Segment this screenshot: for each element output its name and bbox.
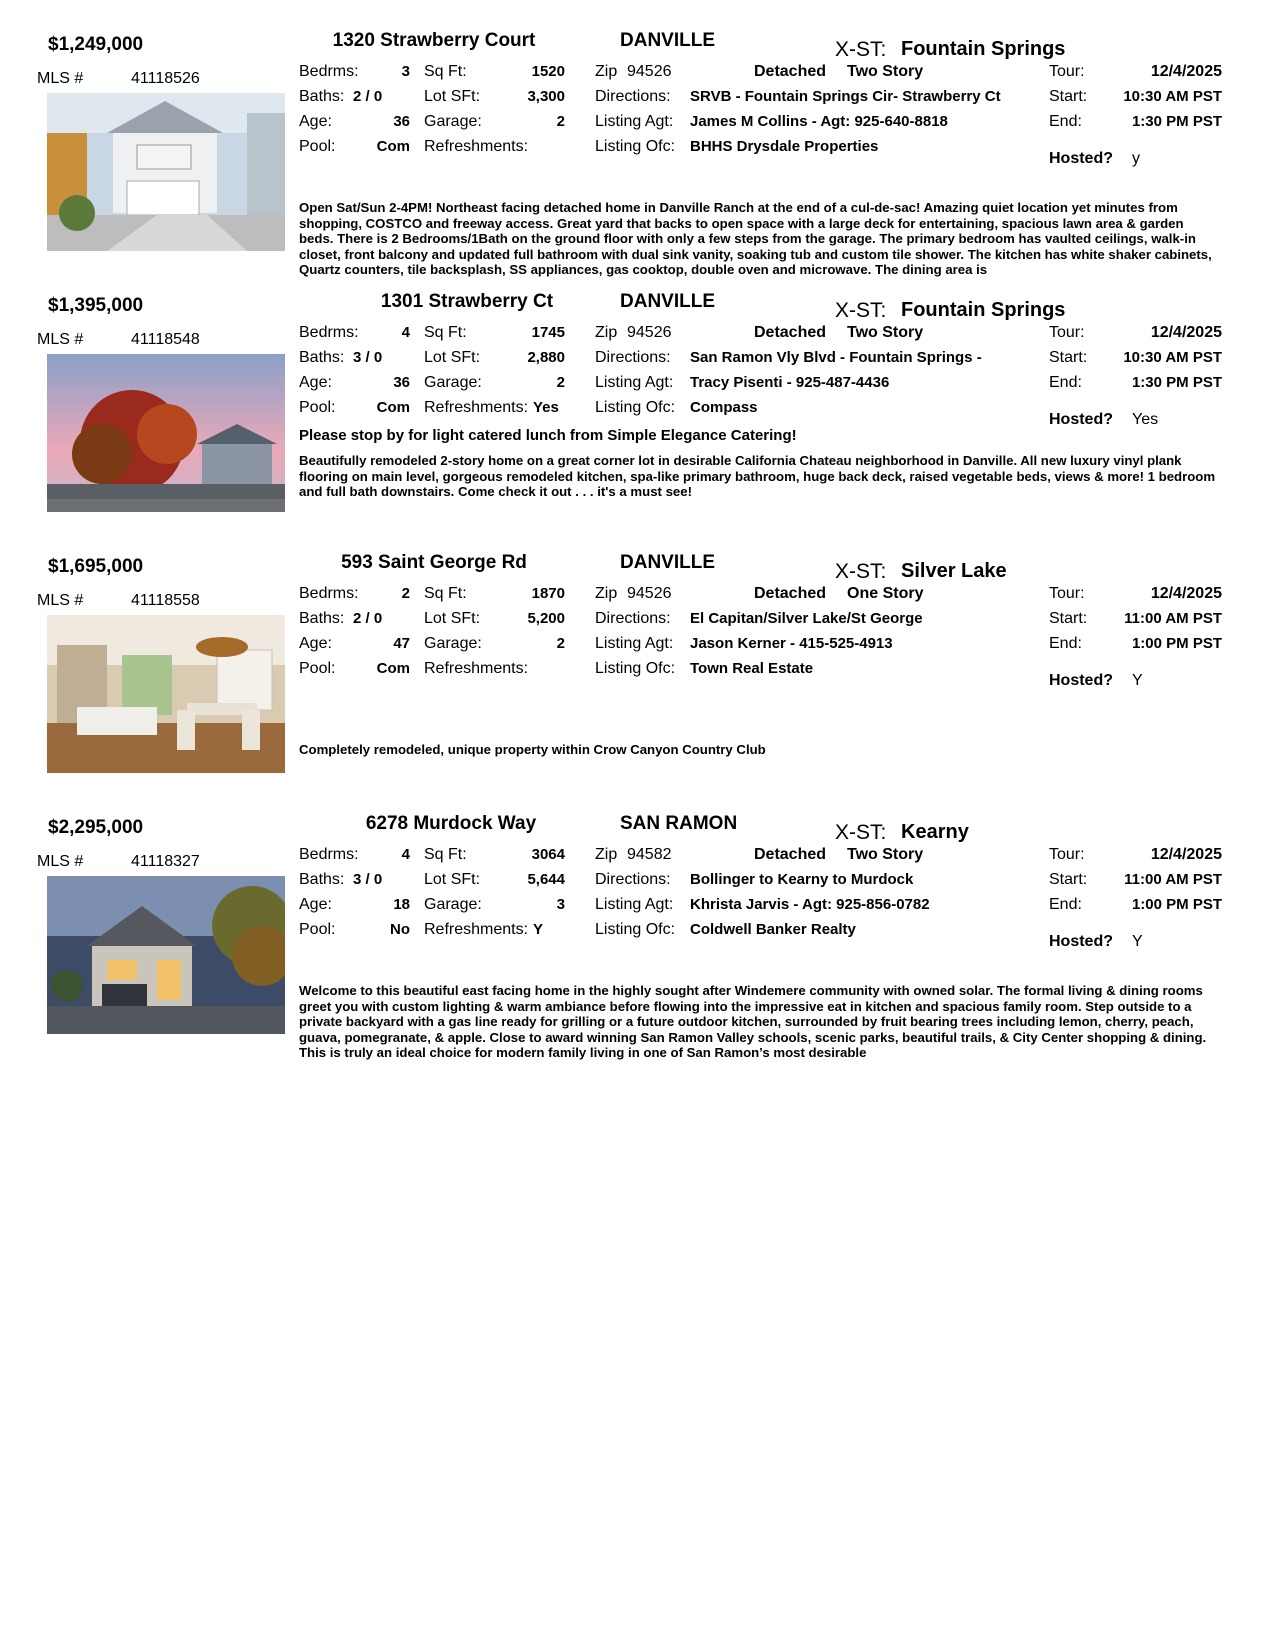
listing-photo[interactable] — [47, 615, 285, 773]
sqft-label: Sq Ft: — [424, 585, 467, 602]
start-label: Start: — [1049, 88, 1088, 105]
end-label: End: — [1049, 635, 1082, 652]
listing-office-label: Listing Ofc: — [595, 660, 676, 677]
refreshments-label: Refreshments: — [424, 660, 529, 677]
property-type: Detached — [754, 324, 827, 341]
lot-sqft-label: Lot SFt: — [424, 610, 481, 627]
baths-value: 2 / 0 — [353, 610, 383, 627]
listing-note: Please stop by for light catered lunch from Simple Elegance Catering! — [299, 427, 797, 444]
listing-city: DANVILLE — [620, 291, 715, 312]
mls-number: 41118526 — [131, 70, 200, 87]
end-label: End: — [1049, 374, 1082, 391]
lot-sqft-label: Lot SFt: — [424, 871, 481, 888]
garage-label: Garage: — [424, 113, 482, 130]
pool-label: Pool: — [299, 660, 336, 677]
lot-sqft-value: 5,200 — [527, 610, 565, 627]
property-stories: Two Story — [847, 846, 924, 863]
refreshments-label: Refreshments: — [424, 921, 529, 938]
listing-office-label: Listing Ofc: — [595, 399, 676, 416]
property-stories: Two Story — [847, 63, 924, 80]
listing-description: Completely remodeled, unique property within Crow Canyon Country Club — [299, 742, 766, 757]
hosted-label: Hosted? — [1049, 933, 1113, 950]
pool-label: Pool: — [299, 921, 336, 938]
mls-number: 41118327 — [131, 853, 200, 870]
bedrooms-value: 4 — [401, 324, 410, 341]
listing-address: 1301 Strawberry Ct — [380, 291, 554, 312]
zip-value: 94526 — [627, 585, 672, 602]
age-value: 47 — [393, 635, 410, 652]
baths-value: 3 / 0 — [353, 871, 383, 888]
listing-office-value: Coldwell Banker Realty — [690, 921, 856, 938]
pool-value: Com — [376, 138, 410, 155]
tour-label: Tour: — [1049, 585, 1085, 602]
sqft-value: 1870 — [531, 585, 565, 602]
age-label: Age: — [299, 113, 332, 130]
sqft-label: Sq Ft: — [424, 63, 467, 80]
hosted-value: Y — [1132, 933, 1143, 950]
listing-office-label: Listing Ofc: — [595, 921, 676, 938]
listing-price: $1,395,000 — [48, 295, 144, 316]
listing-agent-label: Listing Agt: — [595, 635, 674, 652]
listing-address: 1320 Strawberry Court — [332, 30, 536, 51]
zip-label: Zip — [595, 63, 618, 80]
directions-value: Bollinger to Kearny to Murdock — [690, 871, 914, 888]
tour-label: Tour: — [1049, 63, 1085, 80]
listing-agent-value: Tracy Pisenti - 925-487-4436 — [690, 374, 890, 391]
sqft-value: 1520 — [531, 63, 565, 80]
tour-date: 12/4/2025 — [1150, 585, 1222, 602]
start-label: Start: — [1049, 610, 1088, 627]
start-label: Start: — [1049, 871, 1088, 888]
bedrooms-value: 2 — [401, 585, 410, 602]
listing-office-value: Compass — [690, 399, 758, 416]
garage-value: 2 — [556, 635, 565, 652]
listing-card — [0, 552, 1275, 810]
lot-sqft-value: 3,300 — [527, 88, 565, 105]
hosted-label: Hosted? — [1049, 411, 1113, 428]
garage-value: 3 — [556, 896, 565, 913]
garage-label: Garage: — [424, 635, 482, 652]
property-stories: One Story — [847, 585, 924, 602]
listing-office-value: BHHS Drysdale Properties — [690, 138, 879, 155]
zip-value: 94582 — [627, 846, 672, 863]
listing-price: $1,695,000 — [48, 556, 144, 577]
refreshments-label: Refreshments: — [424, 138, 529, 155]
baths-value: 2 / 0 — [353, 88, 383, 105]
zip-value: 94526 — [627, 324, 672, 341]
refreshments-value: Y — [533, 921, 544, 938]
hosted-value: y — [1132, 150, 1140, 167]
lot-sqft-value: 5,644 — [527, 871, 565, 888]
listing-description: Open Sat/Sun 2-4PM! Northeast facing detached home in Danville Ranch at the end of a cul-de-sac! Amazing quiet location yet minutes from shopping, COSTCO and freeway access. Great yard that backs to open space with a large deck for entertaining, spacious lawn area & garden beds. There is 2 Bedrooms/1Bath on the ground floor with only a few steps from the garage. The primary bedroom has vaulted ceilings, walk-in closet, front balcony and updated full bathroom with dual sink vanity, soaking tub and custom tile shower. The kitchen has white shaker cabinets, Quartz counters, tile backsplash, SS appliances, gas cooktop, double oven and microwave. The dining area is — [299, 200, 1212, 277]
lot-sqft-value: 2,880 — [527, 349, 565, 366]
zip-value: 94526 — [627, 63, 672, 80]
hosted-value: Y — [1132, 672, 1143, 689]
tour-date: 12/4/2025 — [1150, 846, 1222, 863]
tour-label: Tour: — [1049, 846, 1085, 863]
listing-card — [0, 291, 1275, 549]
property-type: Detached — [754, 585, 827, 602]
directions-value: El Capitan/Silver Lake/St George — [690, 610, 923, 627]
hosted-value: Yes — [1132, 411, 1159, 428]
sqft-label: Sq Ft: — [424, 846, 467, 863]
listing-price: $1,249,000 — [48, 34, 144, 55]
end-time: 1:30 PM PST — [1131, 374, 1222, 391]
garage-label: Garage: — [424, 374, 482, 391]
listing-photo[interactable] — [47, 354, 285, 512]
baths-label: Baths: — [299, 88, 345, 105]
directions-label: Directions: — [595, 88, 671, 105]
listing-agent-label: Listing Agt: — [595, 896, 674, 913]
bedrooms-value: 4 — [401, 846, 410, 863]
age-value: 36 — [393, 374, 410, 391]
end-label: End: — [1049, 896, 1082, 913]
hosted-label: Hosted? — [1049, 672, 1113, 689]
start-time: 10:30 AM PST — [1123, 88, 1222, 105]
property-stories: Two Story — [847, 324, 924, 341]
cross-street-value: Kearny — [901, 821, 969, 843]
listing-city: DANVILLE — [620, 552, 715, 573]
listing-agent-value: Jason Kerner - 415-525-4913 — [690, 635, 893, 652]
listing-description: Welcome to this beautiful east facing home in the highly sought after Windemere community with owned solar. The formal living & dining rooms greet you with custom lighting & warm ambiance before flowing into the impressive eat in kitchen and spacious family room. Step outside to a private backyard with a gas line ready for grilling or a future outdoor kitchen, surrounded by fruit bearing trees including lemon, cherry, peach, guava, pomegranate, & apple. Close to award winning San Ramon Valley schools, scenic parks, beautiful trails, & City Center shopping & dining. This is truly an ideal choice for modern family living in one of San Ramon’s most desirable — [299, 983, 1207, 1060]
listing-city: SAN RAMON — [620, 813, 738, 834]
end-time: 1:00 PM PST — [1131, 635, 1222, 652]
listing-city: DANVILLE — [620, 30, 715, 51]
start-time: 11:00 AM PST — [1124, 871, 1222, 888]
listing-description: Beautifully remodeled 2-story home on a great corner lot in desirable California Chateau neighborhood in Danville. All new luxury vinyl plank flooring on main level, gorgeous remodeled kitchen, spa-like primary bathroom, huge back deck, raised vegetable beds, views & more! 1 bedroom and full bath downstairs. Come check it out . . . it's a must see! — [299, 453, 1216, 499]
pool-label: Pool: — [299, 399, 336, 416]
cross-street-label: X-ST: — [835, 38, 887, 61]
pool-value: Com — [376, 399, 410, 416]
directions-label: Directions: — [595, 349, 671, 366]
start-time: 10:30 AM PST — [1123, 349, 1222, 366]
cross-street-value: Fountain Springs — [901, 299, 1066, 321]
listing-price: $2,295,000 — [48, 817, 144, 838]
pool-value: No — [390, 921, 410, 938]
listing-address: 6278 Murdock Way — [365, 813, 537, 834]
bedrooms-label: Bedrms: — [299, 324, 359, 341]
listing-agent-label: Listing Agt: — [595, 374, 674, 391]
directions-label: Directions: — [595, 871, 671, 888]
bedrooms-label: Bedrms: — [299, 63, 359, 80]
start-label: Start: — [1049, 349, 1088, 366]
listing-agent-value: Khrista Jarvis - Agt: 925-856-0782 — [690, 896, 930, 913]
listing-address: 593 Saint George Rd — [341, 552, 527, 573]
listing-office-value: Town Real Estate — [690, 660, 814, 677]
age-value: 36 — [393, 113, 410, 130]
mls-label: MLS # — [37, 853, 84, 870]
zip-label: Zip — [595, 324, 618, 341]
hosted-label: Hosted? — [1049, 150, 1113, 167]
end-label: End: — [1049, 113, 1082, 130]
listing-agent-label: Listing Agt: — [595, 113, 674, 130]
mls-label: MLS # — [37, 70, 84, 87]
listing-agent-value: James M Collins - Agt: 925-640-8818 — [690, 113, 948, 130]
age-label: Age: — [299, 374, 332, 391]
lot-sqft-label: Lot SFt: — [424, 88, 481, 105]
directions-value: SRVB - Fountain Springs Cir- Strawberry Ct — [690, 88, 1001, 105]
garage-label: Garage: — [424, 896, 482, 913]
sqft-label: Sq Ft: — [424, 324, 467, 341]
end-time: 1:00 PM PST — [1131, 896, 1222, 913]
garage-value: 2 — [556, 113, 565, 130]
baths-label: Baths: — [299, 610, 345, 627]
age-value: 18 — [393, 896, 410, 913]
age-label: Age: — [299, 896, 332, 913]
cross-street-label: X-ST: — [835, 299, 887, 322]
tour-date: 12/4/2025 — [1150, 63, 1222, 80]
sqft-value: 1745 — [531, 324, 565, 341]
listing-photo[interactable] — [47, 93, 285, 251]
sqft-value: 3064 — [531, 846, 565, 863]
baths-label: Baths: — [299, 349, 345, 366]
refreshments-label: Refreshments: — [424, 399, 529, 416]
age-label: Age: — [299, 635, 332, 652]
refreshments-value: Yes — [533, 399, 559, 416]
mls-number: 41118548 — [131, 331, 200, 348]
tour-label: Tour: — [1049, 324, 1085, 341]
tour-date: 12/4/2025 — [1150, 324, 1222, 341]
pool-label: Pool: — [299, 138, 336, 155]
pool-value: Com — [376, 660, 410, 677]
cross-street-value: Fountain Springs — [901, 38, 1066, 60]
property-type: Detached — [754, 63, 827, 80]
start-time: 11:00 AM PST — [1124, 610, 1222, 627]
end-time: 1:30 PM PST — [1131, 113, 1222, 130]
cross-street-value: Silver Lake — [901, 560, 1007, 582]
bedrooms-label: Bedrms: — [299, 585, 359, 602]
bedrooms-value: 3 — [401, 63, 410, 80]
baths-label: Baths: — [299, 871, 345, 888]
property-type: Detached — [754, 846, 827, 863]
mls-label: MLS # — [37, 331, 84, 348]
mls-label: MLS # — [37, 592, 84, 609]
bedrooms-label: Bedrms: — [299, 846, 359, 863]
cross-street-label: X-ST: — [835, 560, 887, 583]
zip-label: Zip — [595, 585, 618, 602]
zip-label: Zip — [595, 846, 618, 863]
listing-office-label: Listing Ofc: — [595, 138, 676, 155]
lot-sqft-label: Lot SFt: — [424, 349, 481, 366]
listing-card — [0, 813, 1275, 1071]
listing-photo[interactable] — [47, 876, 285, 1034]
garage-value: 2 — [556, 374, 565, 391]
directions-label: Directions: — [595, 610, 671, 627]
cross-street-label: X-ST: — [835, 821, 887, 844]
mls-number: 41118558 — [131, 592, 200, 609]
listing-card — [0, 30, 1275, 288]
directions-value: San Ramon Vly Blvd - Fountain Springs - — [690, 349, 982, 366]
baths-value: 3 / 0 — [353, 349, 383, 366]
